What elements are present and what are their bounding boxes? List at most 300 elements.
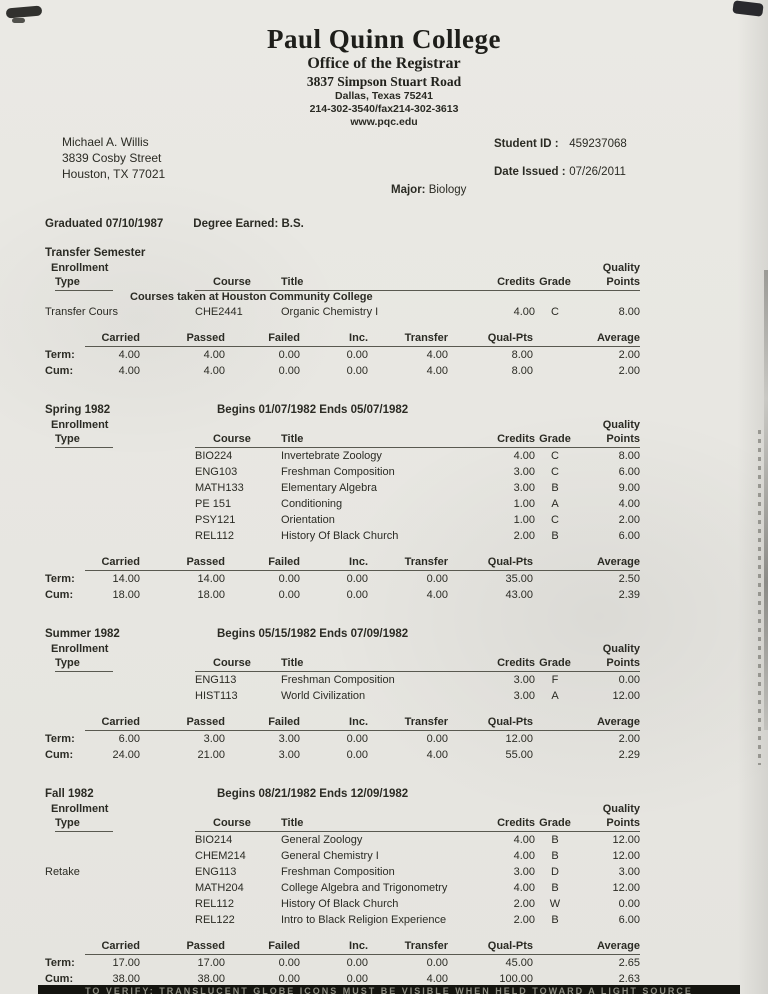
course-points: 12.00 [612, 690, 640, 702]
course-credits: 4.00 [513, 306, 535, 318]
summary-value: 2.00 [618, 733, 640, 745]
scan-artifact-top-right [732, 0, 763, 17]
course-points: 4.00 [618, 498, 640, 510]
course-grade: C [551, 450, 559, 462]
course-credits: 4.00 [513, 882, 535, 894]
enrollment-label: Enrollment [51, 643, 109, 655]
summary-value: 0.00 [278, 349, 300, 361]
title-header: Title [277, 432, 490, 448]
course-credits: 1.00 [513, 498, 535, 510]
quality-label: Quality [602, 643, 640, 655]
course-type [45, 480, 195, 496]
inc-header: Inc. [300, 330, 368, 347]
course-header-row [45, 432, 640, 448]
course-header-row [45, 816, 640, 832]
term-label: Term: [45, 957, 75, 969]
qual-pts-header: Qual-Pts [448, 938, 533, 955]
course-credits: 3.00 [513, 466, 535, 478]
carried-header: Carried [85, 714, 140, 731]
course-course: CHEM214 [195, 850, 246, 862]
course-points: 12.00 [612, 882, 640, 894]
title-header: Title [277, 816, 490, 832]
enrollment-header-row [45, 802, 640, 816]
course-row [45, 672, 640, 688]
term-label: Term: [45, 733, 75, 745]
semester-dates: Begins 01/07/1982 Ends 05/07/1982 [217, 404, 409, 416]
course-points: 0.00 [618, 898, 640, 910]
summary-header-row [45, 714, 640, 731]
course-points: 0.00 [618, 674, 640, 686]
course-row [45, 848, 640, 864]
summary-value: 0.00 [346, 589, 368, 601]
course-title: Freshman Composition [281, 866, 395, 878]
summary-value: 2.50 [618, 573, 640, 585]
grade-header: Grade [535, 432, 575, 448]
course-title: World Civilization [281, 690, 366, 702]
summary-value: 24.00 [112, 749, 140, 761]
summary-header-spacer [45, 330, 85, 347]
points-header: Points [575, 432, 640, 448]
course-title: College Algebra and Trigonometry [281, 882, 448, 894]
course-row [45, 896, 640, 912]
course-points: 3.00 [618, 866, 640, 878]
website: www.pqc.edu [350, 116, 418, 128]
course-row [45, 464, 640, 480]
summary-value: 100.00 [499, 973, 533, 985]
course-type: Transfer Cours [45, 306, 118, 318]
course-type: Retake [45, 866, 80, 878]
summary-value: 0.00 [278, 365, 300, 377]
course-grade: B [551, 482, 559, 494]
summary-value: 4.00 [118, 365, 140, 377]
course-points: 6.00 [618, 914, 640, 926]
major-value: Biology [428, 184, 467, 196]
credits-header: Credits [490, 656, 535, 672]
course-points: 12.00 [612, 850, 640, 862]
enrollment-label: Enrollment [51, 803, 109, 815]
student-name: Michael A. Willis [62, 135, 149, 149]
course-credits: 3.00 [513, 482, 535, 494]
course-list [45, 832, 640, 928]
term-summary-row [45, 571, 640, 587]
summary-value: 3.00 [278, 749, 300, 761]
course-credits: 3.00 [513, 690, 535, 702]
course-title: Conditioning [281, 498, 343, 510]
failed-header: Failed [225, 330, 300, 347]
summary-value: 6.00 [118, 733, 140, 745]
transfer-header: Transfer [368, 554, 448, 571]
summary-value: 2.00 [618, 365, 640, 377]
vertical-security-strip [758, 430, 761, 765]
cum-label: Cum: [45, 973, 74, 985]
course-course: HIST113 [195, 690, 238, 702]
course-grade: B [551, 834, 559, 846]
course-credits: 2.00 [513, 898, 535, 910]
summary-value: 0.00 [346, 349, 368, 361]
title-header: Title [277, 656, 490, 672]
course-grade: D [551, 866, 559, 878]
course-title: Invertebrate Zoology [281, 450, 382, 462]
course-course: ENG113 [195, 674, 237, 686]
cum-summary-row [45, 587, 640, 603]
type-header: Type [55, 432, 113, 448]
scan-artifact-top-left-2 [12, 18, 25, 23]
summary-value: 14.00 [197, 573, 225, 585]
major-line [391, 184, 466, 196]
summary-value: 3.00 [278, 733, 300, 745]
failed-header: Failed [225, 554, 300, 571]
points-header: Points [575, 816, 640, 832]
semester-section [45, 246, 640, 379]
summary-value: 4.00 [426, 349, 448, 361]
course-title: Orientation [281, 514, 335, 526]
course-points: 6.00 [618, 466, 640, 478]
course-credits: 2.00 [513, 530, 535, 542]
course-credits: 3.00 [513, 866, 535, 878]
course-type [45, 880, 195, 896]
student-id-label: Student ID : [494, 138, 559, 150]
summary-value: 4.00 [426, 365, 448, 377]
course-row [45, 912, 640, 928]
course-grade: C [551, 466, 559, 478]
carried-header: Carried [85, 330, 140, 347]
enrollment-header-row [45, 642, 640, 656]
office-name: Office of the Registrar [307, 55, 461, 72]
transfer-header: Transfer [368, 330, 448, 347]
summary-value: 38.00 [112, 973, 140, 985]
college-name: Paul Quinn College [266, 24, 502, 54]
course-row [45, 688, 640, 704]
course-course: ENG113 [195, 866, 237, 878]
course-credits: 2.00 [513, 914, 535, 926]
course-title: General Chemistry I [281, 850, 379, 862]
summary-value: 14.00 [112, 573, 140, 585]
course-grade: B [551, 850, 559, 862]
summary-value: 8.00 [511, 365, 533, 377]
points-header: Points [575, 275, 640, 291]
summary-header-row [45, 554, 640, 571]
summary-value: 45.00 [505, 957, 533, 969]
course-type [45, 688, 195, 704]
average-header: Average [533, 554, 640, 571]
course-type [45, 832, 195, 848]
cum-label: Cum: [45, 749, 74, 761]
graduated-text: Graduated 07/10/1987 [45, 218, 164, 230]
course-grade: A [551, 498, 559, 510]
summary-header-spacer [45, 554, 85, 571]
summary-value: 0.00 [346, 573, 368, 585]
student-id-block [494, 136, 627, 180]
course-points: 6.00 [618, 530, 640, 542]
course-row [45, 832, 640, 848]
date-issued-label: Date Issued : [494, 166, 566, 178]
summary-value: 12.00 [505, 733, 533, 745]
quality-label: Quality [602, 262, 640, 274]
summary-value: 18.00 [197, 589, 225, 601]
course-points: 12.00 [612, 834, 640, 846]
average-header: Average [533, 330, 640, 347]
type-header-cell [45, 656, 195, 672]
course-grade: B [551, 914, 559, 926]
summary-value: 2.65 [618, 957, 640, 969]
summary-value: 0.00 [346, 733, 368, 745]
course-title: Elementary Algebra [281, 482, 377, 494]
credits-header: Credits [490, 432, 535, 448]
scan-artifact-top-left [6, 5, 43, 18]
student-address-block [62, 134, 165, 182]
transfer-header: Transfer [368, 714, 448, 731]
course-header-row [45, 656, 640, 672]
qual-pts-header: Qual-Pts [448, 714, 533, 731]
summary-value: 0.00 [278, 573, 300, 585]
average-header: Average [533, 714, 640, 731]
scan-artifact-right-edge [764, 270, 768, 730]
course-row [45, 864, 640, 880]
type-header-cell [45, 275, 195, 291]
address-street: 3837 Simpson Stuart Road [306, 74, 462, 89]
grade-header: Grade [535, 656, 575, 672]
letterhead [0, 24, 768, 129]
semester-section [45, 787, 640, 987]
course-points: 2.00 [618, 514, 640, 526]
transfer-header: Transfer [368, 938, 448, 955]
security-text: TO VERIFY: TRANSLUCENT GLOBE ICONS MUST BE VISIBLE WHEN HELD TOWARD A LIGHT SOURCE [85, 986, 693, 994]
course-type [45, 512, 195, 528]
grade-header: Grade [535, 275, 575, 291]
summary-value: 0.00 [346, 973, 368, 985]
summary-value: 0.00 [346, 749, 368, 761]
semester-dates: Begins 08/21/1982 Ends 12/09/1982 [217, 788, 409, 800]
cum-summary-row [45, 363, 640, 379]
grade-header: Grade [535, 816, 575, 832]
course-title: Freshman Composition [281, 466, 395, 478]
course-list [45, 672, 640, 704]
carried-header: Carried [85, 938, 140, 955]
course-course: ENG103 [195, 466, 238, 478]
summary-value: 43.00 [505, 589, 533, 601]
type-header-cell [45, 432, 195, 448]
inc-header: Inc. [300, 554, 368, 571]
semester-name: Summer 1982 [45, 628, 120, 640]
enrollment-label: Enrollment [51, 419, 109, 431]
semester-section [45, 403, 640, 603]
type-header: Type [55, 816, 113, 832]
course-header: Course [195, 656, 277, 672]
course-course: REL112 [195, 898, 234, 910]
summary-value: 35.00 [505, 573, 533, 585]
course-row [45, 304, 640, 320]
course-header: Course [195, 816, 277, 832]
course-header: Course [195, 275, 277, 291]
passed-header: Passed [140, 330, 225, 347]
date-issued-row [494, 164, 627, 180]
date-issued-value: 07/26/2011 [569, 166, 626, 178]
inc-header: Inc. [300, 938, 368, 955]
course-course: CHE2441 [195, 306, 243, 318]
failed-header: Failed [225, 714, 300, 731]
course-course: REL112 [195, 530, 234, 542]
semester-name: Spring 1982 [45, 404, 111, 416]
cum-label: Cum: [45, 365, 74, 377]
enrollment-label: Enrollment [51, 262, 109, 274]
course-credits: 1.00 [513, 514, 535, 526]
semester-name: Fall 1982 [45, 788, 94, 800]
summary-value: 3.00 [203, 733, 225, 745]
course-row [45, 480, 640, 496]
summary-value: 4.00 [426, 973, 448, 985]
passed-header: Passed [140, 554, 225, 571]
semester-sections [45, 246, 640, 994]
course-type [45, 896, 195, 912]
semester-title-row [45, 787, 640, 802]
term-summary-row [45, 955, 640, 971]
summary-value: 0.00 [278, 589, 300, 601]
summary-value: 4.00 [118, 349, 140, 361]
term-summary-row [45, 731, 640, 747]
course-type [45, 912, 195, 928]
course-title: General Zoology [281, 834, 363, 846]
course-title: History Of Black Church [281, 898, 399, 910]
course-points: 9.00 [618, 482, 640, 494]
course-grade: C [551, 514, 559, 526]
course-title: Organic Chemistry I [281, 306, 379, 318]
semester-title-row [45, 246, 640, 261]
course-row [45, 448, 640, 464]
summary-value: 8.00 [511, 349, 533, 361]
summary-value: 2.63 [618, 973, 640, 985]
course-type [45, 672, 195, 688]
summary-header-spacer [45, 938, 85, 955]
course-row [45, 880, 640, 896]
degree-earned-text: Degree Earned: B.S. [193, 218, 304, 230]
qual-pts-header: Qual-Pts [448, 330, 533, 347]
type-header-cell [45, 816, 195, 832]
summary-value: 38.00 [197, 973, 225, 985]
term-label: Term: [45, 349, 75, 361]
course-title: Intro to Black Religion Experience [281, 914, 447, 926]
semester-title-row [45, 403, 640, 418]
course-points: 8.00 [618, 450, 640, 462]
qual-pts-header: Qual-Pts [448, 554, 533, 571]
summary-value: 17.00 [112, 957, 140, 969]
summary-value: 21.00 [197, 749, 225, 761]
course-header: Course [195, 432, 277, 448]
course-type [45, 848, 195, 864]
phone-fax: 214-302-3540/fax214-302-3613 [309, 103, 459, 115]
carried-header: Carried [85, 554, 140, 571]
course-credits: 4.00 [513, 850, 535, 862]
summary-value: 0.00 [346, 365, 368, 377]
course-grade: W [549, 898, 561, 910]
summary-value: 4.00 [203, 349, 225, 361]
student-city: Houston, TX 77021 [62, 167, 166, 181]
summary-value: 18.00 [112, 589, 140, 601]
semester-section [45, 627, 640, 763]
title-header: Title [277, 275, 490, 291]
summary-value: 2.39 [618, 589, 640, 601]
summary-value: 4.00 [426, 589, 448, 601]
summary-value: 4.00 [426, 749, 448, 761]
enrollment-header-row [45, 261, 640, 275]
summary-header-spacer [45, 714, 85, 731]
quality-label: Quality [602, 803, 640, 815]
course-course: BIO214 [195, 834, 233, 846]
course-list [45, 304, 640, 320]
term-summary-row [45, 347, 640, 363]
summary-value: 2.00 [618, 349, 640, 361]
cum-summary-row [45, 747, 640, 763]
summary-value: 17.00 [197, 957, 225, 969]
course-grade: B [551, 530, 559, 542]
summary-value: 4.00 [203, 365, 225, 377]
passed-header: Passed [140, 938, 225, 955]
average-header: Average [533, 938, 640, 955]
type-header: Type [55, 656, 113, 672]
type-header: Type [55, 275, 113, 291]
student-id-value: 459237068 [569, 138, 627, 150]
cum-label: Cum: [45, 589, 74, 601]
course-type [45, 528, 195, 544]
graduation-line [45, 218, 304, 230]
semester-dates: Begins 05/15/1982 Ends 07/09/1982 [217, 628, 409, 640]
course-header-row [45, 275, 640, 291]
course-row [45, 496, 640, 512]
address-city: Dallas, Texas 75241 [335, 90, 433, 102]
points-header: Points [575, 656, 640, 672]
course-type [45, 496, 195, 512]
course-grade: C [551, 306, 559, 318]
course-course: BIO224 [195, 450, 233, 462]
summary-value: 0.00 [426, 733, 448, 745]
course-course: MATH133 [195, 482, 244, 494]
semester-name: Transfer Semester [45, 247, 146, 259]
course-course: PE 151 [195, 498, 232, 510]
semester-note: Courses taken at Houston Community College [130, 291, 373, 303]
passed-header: Passed [140, 714, 225, 731]
summary-value: 0.00 [346, 957, 368, 969]
course-type [45, 448, 195, 464]
course-list [45, 448, 640, 544]
summary-value: 0.00 [426, 573, 448, 585]
course-course: MATH204 [195, 882, 244, 894]
summary-header-row [45, 330, 640, 347]
summary-value: 2.29 [618, 749, 640, 761]
credits-header: Credits [490, 275, 535, 291]
course-type [45, 464, 195, 480]
student-street: 3839 Cosby Street [62, 151, 162, 165]
course-grade: A [551, 690, 559, 702]
security-band [38, 985, 740, 994]
summary-value: 0.00 [278, 957, 300, 969]
course-row [45, 512, 640, 528]
course-course: REL122 [195, 914, 235, 926]
credits-header: Credits [490, 816, 535, 832]
course-grade: F [551, 674, 559, 686]
course-grade: B [551, 882, 559, 894]
quality-label: Quality [602, 419, 640, 431]
term-label: Term: [45, 573, 75, 585]
summary-header-row [45, 938, 640, 955]
summary-value: 0.00 [426, 957, 448, 969]
student-id-row [494, 136, 627, 152]
semester-title-row [45, 627, 640, 642]
course-title: History Of Black Church [281, 530, 399, 542]
course-credits: 4.00 [513, 450, 535, 462]
summary-value: 55.00 [505, 749, 533, 761]
course-row [45, 528, 640, 544]
course-title: Freshman Composition [281, 674, 395, 686]
inc-header: Inc. [300, 714, 368, 731]
